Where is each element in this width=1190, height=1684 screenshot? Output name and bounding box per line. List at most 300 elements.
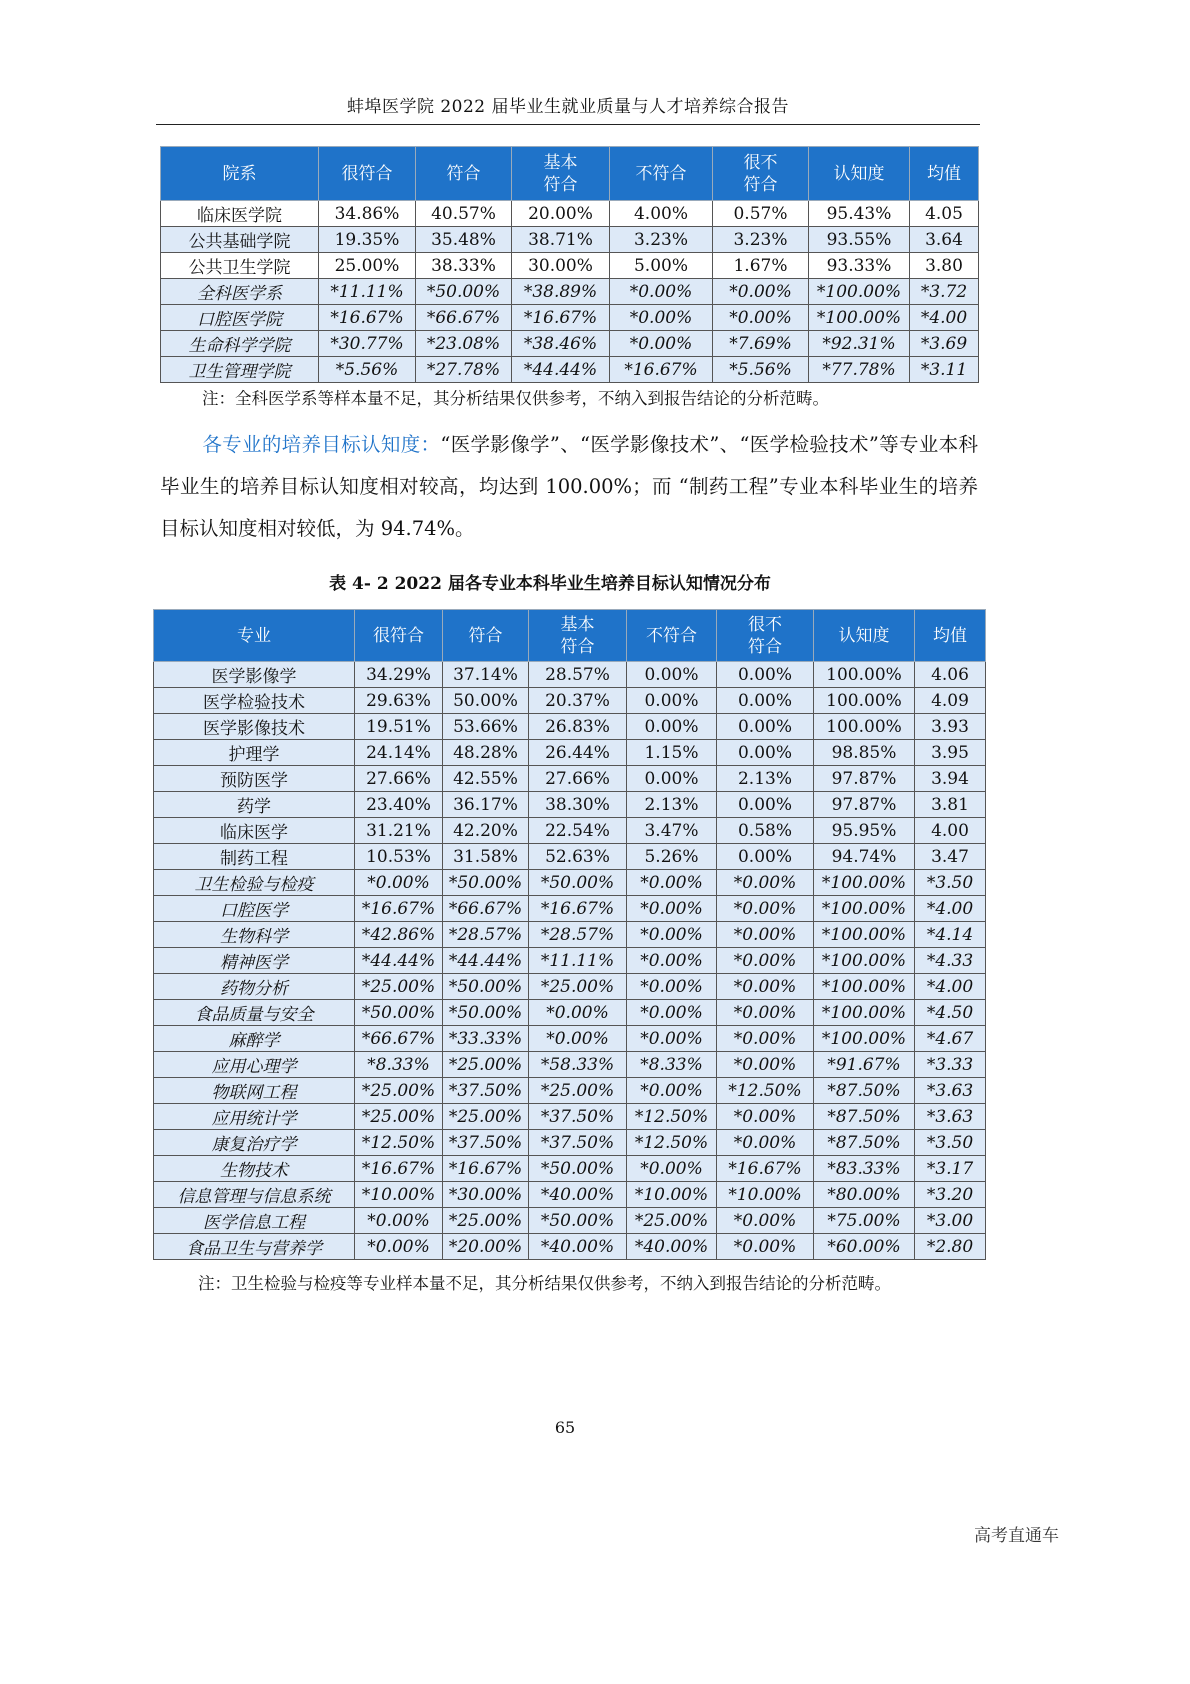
table-cell: 22.54% (529, 818, 627, 844)
table-cell: *0.00% (529, 1026, 627, 1052)
table-cell: *100.00% (814, 974, 915, 1000)
table-cell: *4.33 (915, 948, 986, 974)
table-cell: *33.33% (443, 1026, 529, 1052)
table-row (154, 740, 986, 766)
table-cell: *30.00% (443, 1182, 529, 1208)
table-cell: *37.50% (443, 1130, 529, 1156)
table-row (154, 1000, 986, 1026)
row-label-cell: 预防医学 (154, 766, 355, 792)
table-cell: *80.00% (814, 1182, 915, 1208)
table-cell: *0.00% (355, 870, 443, 896)
table-cell: 3.81 (915, 792, 986, 818)
table-cell: *5.56% (713, 357, 809, 383)
table-row (154, 1130, 986, 1156)
column-header: 很不 符合 (717, 610, 814, 662)
table-cell: 26.44% (529, 740, 627, 766)
table-cell: *0.00% (717, 1208, 814, 1234)
table-cell: 24.14% (355, 740, 443, 766)
table-cell: *66.67% (416, 305, 512, 331)
paragraph-body: “医学影像学”、“医学影像技术”、“医学检验技术”等专业本科毕业生的培养目标认知度相对较高，均达到 100.00%；而 “制药工程”专业本科毕业生的培养目标认知度相对较低，为 94.74%。 (160, 433, 978, 540)
row-label-cell: 麻醉学 (154, 1026, 355, 1052)
table-row (154, 1078, 986, 1104)
row-label-cell: 应用统计学 (154, 1104, 355, 1130)
row-label-cell: 护理学 (154, 740, 355, 766)
table-cell: *50.00% (443, 870, 529, 896)
table1-note: 注：全科医学系等样本量不足，其分析结果仅供参考，不纳入到报告结论的分析范畴。 (202, 389, 829, 408)
table-cell: *11.11% (529, 948, 627, 974)
table-cell: *50.00% (355, 1000, 443, 1026)
row-label-cell: 信息管理与信息系统 (154, 1182, 355, 1208)
table2-note: 注：卫生检验与检疫等专业样本量不足，其分析结果仅供参考，不纳入到报告结论的分析范畴。 (198, 1274, 891, 1293)
table-cell: 95.95% (814, 818, 915, 844)
table-cell: *0.00% (627, 1156, 717, 1182)
column-header: 认知度 (814, 610, 915, 662)
column-header: 很符合 (355, 610, 443, 662)
table-cell: *66.67% (443, 896, 529, 922)
table-cell: *28.57% (529, 922, 627, 948)
row-label-cell: 医学影像技术 (154, 714, 355, 740)
row-label-cell: 口腔医学院 (161, 305, 319, 331)
table-cell: *16.67% (443, 1156, 529, 1182)
table-cell: *66.67% (355, 1026, 443, 1052)
table-cell: 38.71% (512, 227, 610, 253)
table-cell: 2.13% (627, 792, 717, 818)
column-header: 基本 符合 (529, 610, 627, 662)
table-cell: *37.50% (529, 1104, 627, 1130)
table-row (154, 1156, 986, 1182)
table-row (154, 688, 986, 714)
table-cell: *50.00% (529, 1156, 627, 1182)
table-row (161, 253, 979, 279)
table-cell: *87.50% (814, 1130, 915, 1156)
table-cell: 0.00% (717, 844, 814, 870)
table-cell: *16.67% (529, 896, 627, 922)
row-label-cell: 精神医学 (154, 948, 355, 974)
column-header: 很符合 (319, 147, 416, 201)
table-cell: 3.80 (910, 253, 979, 279)
table-row (154, 714, 986, 740)
table-cell: *38.46% (512, 331, 610, 357)
table-cell: 30.00% (512, 253, 610, 279)
table-cell: 19.35% (319, 227, 416, 253)
table-cell: 29.63% (355, 688, 443, 714)
table-cell: *44.44% (512, 357, 610, 383)
row-label-cell: 医学影像学 (154, 662, 355, 688)
row-label-cell: 制药工程 (154, 844, 355, 870)
table-cell: *0.00% (717, 870, 814, 896)
table-cell: 94.74% (814, 844, 915, 870)
table-cell: 4.06 (915, 662, 986, 688)
table-row (154, 1104, 986, 1130)
table-cell: *27.78% (416, 357, 512, 383)
table-row (154, 844, 986, 870)
table-cell: *25.00% (443, 1052, 529, 1078)
row-label-cell: 康复治疗学 (154, 1130, 355, 1156)
table-cell: *0.00% (355, 1208, 443, 1234)
table-cell: *0.00% (355, 1234, 443, 1260)
row-label-cell: 临床医学院 (161, 201, 319, 227)
table-row (161, 305, 979, 331)
table-cell: 100.00% (814, 688, 915, 714)
row-label-cell: 公共基础学院 (161, 227, 319, 253)
table-cell: 42.55% (443, 766, 529, 792)
table-cell: *58.33% (529, 1052, 627, 1078)
table-cell: *10.00% (717, 1182, 814, 1208)
table-cell: 34.86% (319, 201, 416, 227)
table-cell: *3.72 (910, 279, 979, 305)
table-cell: *25.00% (529, 974, 627, 1000)
table-cell: 20.00% (512, 201, 610, 227)
table-cell: *0.00% (627, 1078, 717, 1104)
table-row (154, 974, 986, 1000)
table-cell: 100.00% (814, 662, 915, 688)
table-cell: 4.00 (915, 818, 986, 844)
table-cell: *0.00% (717, 1104, 814, 1130)
table-cell: *4.00 (910, 305, 979, 331)
table-row (161, 279, 979, 305)
column-header: 认知度 (809, 147, 910, 201)
table-cell: 0.00% (717, 662, 814, 688)
table-cell: 3.23% (610, 227, 713, 253)
table-cell: *100.00% (814, 922, 915, 948)
table-header-row (154, 610, 986, 662)
table-cell: *0.00% (713, 279, 809, 305)
row-label-cell: 全科医学系 (161, 279, 319, 305)
table-cell: *50.00% (443, 974, 529, 1000)
row-label-cell: 生物科学 (154, 922, 355, 948)
table-cell: *16.67% (610, 357, 713, 383)
row-label-cell: 医学信息工程 (154, 1208, 355, 1234)
column-header: 专业 (154, 610, 355, 662)
table-cell: 4.09 (915, 688, 986, 714)
table-cell: *0.00% (717, 922, 814, 948)
table-cell: 42.20% (443, 818, 529, 844)
table-cell: *50.00% (443, 1000, 529, 1026)
table-cell: *4.00 (915, 896, 986, 922)
table-cell: 5.00% (610, 253, 713, 279)
table-cell: 3.47% (627, 818, 717, 844)
table-cell: 97.87% (814, 766, 915, 792)
table-cell: *0.00% (717, 896, 814, 922)
table-row (154, 1208, 986, 1234)
table-cell: *12.50% (355, 1130, 443, 1156)
body-paragraph (160, 424, 978, 550)
table-cell: 34.29% (355, 662, 443, 688)
table-row (154, 922, 986, 948)
table-cell: 3.23% (713, 227, 809, 253)
table-cell: 26.83% (529, 714, 627, 740)
table-cell: 0.00% (717, 688, 814, 714)
table-row (154, 896, 986, 922)
table-cell: 5.26% (627, 844, 717, 870)
table-cell: *0.00% (627, 948, 717, 974)
table-cell: 19.51% (355, 714, 443, 740)
table-cell: *0.00% (717, 1234, 814, 1260)
table-cell: 0.00% (627, 662, 717, 688)
table-cell: *100.00% (814, 1026, 915, 1052)
table-cell: *0.00% (627, 870, 717, 896)
table-cell: *3.63 (915, 1104, 986, 1130)
table-cell: 0.58% (717, 818, 814, 844)
table-cell: *8.33% (627, 1052, 717, 1078)
table-cell: *16.67% (717, 1156, 814, 1182)
table-cell: 0.00% (627, 714, 717, 740)
table-cell: *0.00% (717, 1026, 814, 1052)
table-row (154, 1234, 986, 1260)
table-cell: *50.00% (529, 870, 627, 896)
table-cell: 40.57% (416, 201, 512, 227)
table-cell: *44.44% (355, 948, 443, 974)
table-cell: *3.50 (915, 1130, 986, 1156)
table-cell: *0.00% (717, 1000, 814, 1026)
table-cell: *50.00% (529, 1208, 627, 1234)
table-row (154, 948, 986, 974)
table-cell: *11.11% (319, 279, 416, 305)
table-cell: *0.00% (717, 974, 814, 1000)
table-cell: *4.14 (915, 922, 986, 948)
table-row (154, 1182, 986, 1208)
table-cell: 0.00% (627, 766, 717, 792)
table-cell: *83.33% (814, 1156, 915, 1182)
table-cell: *0.00% (627, 1000, 717, 1026)
table-cell: *25.00% (355, 1104, 443, 1130)
table-row (161, 331, 979, 357)
table-cell: *60.00% (814, 1234, 915, 1260)
table-cell: 27.66% (355, 766, 443, 792)
table-cell: 95.43% (809, 201, 910, 227)
table-cell: 0.00% (717, 714, 814, 740)
table-row (161, 227, 979, 253)
row-label-cell: 生命科学学院 (161, 331, 319, 357)
table-cell: *100.00% (809, 305, 910, 331)
table-cell: 3.95 (915, 740, 986, 766)
table-cell: 23.40% (355, 792, 443, 818)
column-header: 院系 (161, 147, 319, 201)
table-cell: 97.87% (814, 792, 915, 818)
table-cell: 100.00% (814, 714, 915, 740)
table-cell: *38.89% (512, 279, 610, 305)
column-header: 基本 符合 (512, 147, 610, 201)
column-header: 均值 (915, 610, 986, 662)
table-cell: 1.67% (713, 253, 809, 279)
table-cell: *25.00% (355, 974, 443, 1000)
table-cell: 0.00% (717, 740, 814, 766)
column-header: 均值 (910, 147, 979, 201)
table-cell: *12.50% (627, 1104, 717, 1130)
table-cell: *0.00% (627, 896, 717, 922)
table-cell: *100.00% (814, 948, 915, 974)
table-cell: *4.00 (915, 974, 986, 1000)
table-cell: *10.00% (627, 1182, 717, 1208)
row-label-cell: 药物分析 (154, 974, 355, 1000)
header-divider (156, 124, 980, 125)
table-cell: 35.48% (416, 227, 512, 253)
table-cell: 1.15% (627, 740, 717, 766)
table-cell: *100.00% (814, 870, 915, 896)
table-cell: *25.00% (627, 1208, 717, 1234)
row-label-cell: 药学 (154, 792, 355, 818)
table-cell: 36.17% (443, 792, 529, 818)
table-cell: *0.00% (627, 974, 717, 1000)
column-header: 很不 符合 (713, 147, 809, 201)
table-cell: 53.66% (443, 714, 529, 740)
row-label-cell: 口腔医学 (154, 896, 355, 922)
row-label-cell: 临床医学 (154, 818, 355, 844)
table-cell: 10.53% (355, 844, 443, 870)
row-label-cell: 公共卫生学院 (161, 253, 319, 279)
table-cell: *0.00% (627, 1026, 717, 1052)
table-cell: 27.66% (529, 766, 627, 792)
table-cell: *37.50% (529, 1130, 627, 1156)
table-cell: *25.00% (443, 1208, 529, 1234)
column-header: 不符合 (627, 610, 717, 662)
college-recognition-table (160, 146, 979, 383)
paragraph-lead: 各专业的培养目标认知度： (202, 433, 441, 456)
table-cell: *100.00% (814, 1000, 915, 1026)
row-label-cell: 生物技术 (154, 1156, 355, 1182)
table-cell: 3.93 (915, 714, 986, 740)
table-cell: *10.00% (355, 1182, 443, 1208)
table-cell: *0.00% (713, 305, 809, 331)
table-cell: *3.50 (915, 870, 986, 896)
table-cell: *4.67 (915, 1026, 986, 1052)
table-cell: *0.00% (610, 305, 713, 331)
table-cell: *0.00% (610, 279, 713, 305)
table-cell: *8.33% (355, 1052, 443, 1078)
table-cell: 0.57% (713, 201, 809, 227)
table-cell: *28.57% (443, 922, 529, 948)
table-cell: *92.31% (809, 331, 910, 357)
table-cell: *0.00% (529, 1000, 627, 1026)
table-row (154, 1052, 986, 1078)
row-label-cell: 物联网工程 (154, 1078, 355, 1104)
table-cell: 4.00% (610, 201, 713, 227)
table-cell: 31.58% (443, 844, 529, 870)
table-cell: 93.33% (809, 253, 910, 279)
table-cell: *3.20 (915, 1182, 986, 1208)
table-cell: 3.64 (910, 227, 979, 253)
table-cell: *0.00% (610, 331, 713, 357)
table-cell: *7.69% (713, 331, 809, 357)
table-cell: *2.80 (915, 1234, 986, 1260)
table-cell: 4.05 (910, 201, 979, 227)
table-cell: 31.21% (355, 818, 443, 844)
table-cell: *42.86% (355, 922, 443, 948)
table-cell: 2.13% (717, 766, 814, 792)
table-row (154, 792, 986, 818)
major-recognition-table (153, 609, 986, 1260)
table-cell: *87.50% (814, 1104, 915, 1130)
row-label-cell: 食品质量与安全 (154, 1000, 355, 1026)
table-cell: 98.85% (814, 740, 915, 766)
table-cell: *3.69 (910, 331, 979, 357)
table-cell: *20.00% (443, 1234, 529, 1260)
table-cell: 93.55% (809, 227, 910, 253)
table-cell: 28.57% (529, 662, 627, 688)
table-cell: *5.56% (319, 357, 416, 383)
table-cell: 3.47 (915, 844, 986, 870)
table-cell: *3.63 (915, 1078, 986, 1104)
table-header-row (161, 147, 979, 201)
table-cell: 25.00% (319, 253, 416, 279)
table-cell: *0.00% (717, 948, 814, 974)
table-row (154, 766, 986, 792)
table-cell: *0.00% (717, 1130, 814, 1156)
table-cell: *16.67% (512, 305, 610, 331)
table-row (154, 662, 986, 688)
table-cell: 48.28% (443, 740, 529, 766)
table-cell: *87.50% (814, 1078, 915, 1104)
table-cell: 0.00% (627, 688, 717, 714)
table-cell: 0.00% (717, 792, 814, 818)
table-cell: *16.67% (319, 305, 416, 331)
table-cell: *3.11 (910, 357, 979, 383)
table-cell: *16.67% (355, 1156, 443, 1182)
row-label-cell: 卫生管理学院 (161, 357, 319, 383)
page-number: 65 (554, 1418, 576, 1437)
table-row (161, 201, 979, 227)
table-cell: *91.67% (814, 1052, 915, 1078)
table-cell: *40.00% (529, 1182, 627, 1208)
report-header: 蚌埠医学院 2022 届毕业生就业质量与人才培养综合报告 (346, 97, 790, 117)
table-cell: 3.94 (915, 766, 986, 792)
table-cell: *40.00% (627, 1234, 717, 1260)
table-row (154, 818, 986, 844)
row-label-cell: 医学检验技术 (154, 688, 355, 714)
table-cell: *50.00% (416, 279, 512, 305)
table-cell: *0.00% (717, 1052, 814, 1078)
table-cell: *25.00% (443, 1104, 529, 1130)
table-cell: *100.00% (814, 896, 915, 922)
table-cell: *37.50% (443, 1078, 529, 1104)
table-row (161, 357, 979, 383)
table-cell: *0.00% (627, 922, 717, 948)
column-header: 不符合 (610, 147, 713, 201)
table-cell: 52.63% (529, 844, 627, 870)
table2-caption: 表 4- 2 2022 届各专业本科毕业生培养目标认知情况分布 (329, 574, 771, 594)
table-cell: *12.50% (627, 1130, 717, 1156)
row-label-cell: 食品卫生与营养学 (154, 1234, 355, 1260)
table-cell: *40.00% (529, 1234, 627, 1260)
table-cell: 37.14% (443, 662, 529, 688)
table-cell: *3.00 (915, 1208, 986, 1234)
table-cell: *77.78% (809, 357, 910, 383)
table-cell: *3.33 (915, 1052, 986, 1078)
column-header: 符合 (443, 610, 529, 662)
table-cell: *3.17 (915, 1156, 986, 1182)
table-cell: *30.77% (319, 331, 416, 357)
table-cell: *23.08% (416, 331, 512, 357)
table-cell: *100.00% (809, 279, 910, 305)
table-cell: 20.37% (529, 688, 627, 714)
table-cell: *16.67% (355, 896, 443, 922)
table-cell: 38.30% (529, 792, 627, 818)
table-cell: *25.00% (355, 1078, 443, 1104)
row-label-cell: 应用心理学 (154, 1052, 355, 1078)
table-cell: *25.00% (529, 1078, 627, 1104)
table-cell: 50.00% (443, 688, 529, 714)
table-cell: *12.50% (717, 1078, 814, 1104)
table-cell: 38.33% (416, 253, 512, 279)
table-cell: *4.50 (915, 1000, 986, 1026)
table-cell: *75.00% (814, 1208, 915, 1234)
table-cell: *44.44% (443, 948, 529, 974)
table-row (154, 870, 986, 896)
column-header: 符合 (416, 147, 512, 201)
watermark: 高考直通车 (974, 1526, 1059, 1546)
row-label-cell: 卫生检验与检疫 (154, 870, 355, 896)
table-row (154, 1026, 986, 1052)
